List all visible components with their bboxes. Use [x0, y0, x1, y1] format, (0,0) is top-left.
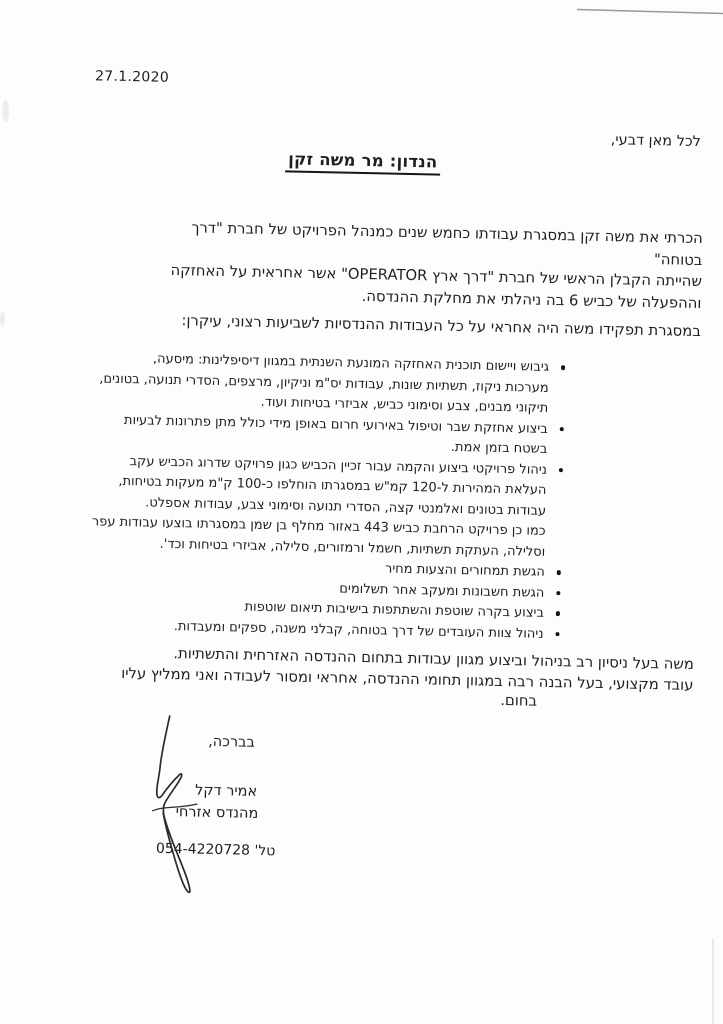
bullet-icon — [558, 468, 563, 473]
subject-heading-row — [7, 144, 718, 182]
bullet-icon — [555, 632, 560, 637]
list-item-line: מערכות ניקוז, תשתיות שונות, עבודות יס"מ וניקיון, מרצפים, הסדרי תנועה, בטונים, — [99, 370, 549, 396]
list-item-line: הגשת תמחורים והצעות מחיר — [384, 561, 545, 580]
closing-line: עובד מקצועי, בעל הבנה רבה במגוון תחומי ההנדסה, אחראי ומסור לעבודה ואני ממליץ עליו — [121, 665, 694, 694]
salutation: לכל מאן דבעי, — [610, 132, 701, 151]
bullet-icon — [561, 365, 566, 370]
closing-line: משה בעל ניסיון רב בניהול וביצוע מגוון עבודות בתחום ההנדסה האזרחית והתשתיות. — [173, 645, 695, 673]
bullet-icon — [556, 591, 561, 596]
list-item-line: ניהול פרויקטי ביצוע והקמה עבור זכיין הכביש כגון פרויקט שדרוג הכביש עקב — [129, 453, 548, 478]
subject-heading: הנדון: מר משה זקן — [285, 149, 441, 175]
regards-closing: בברכה, — [207, 733, 256, 751]
closing-final-word: בחום. — [500, 691, 538, 710]
intro-line: בטוחה" — [653, 250, 703, 269]
bullet-icon — [556, 570, 561, 575]
list-item-line: הגשת חשבונות ומעקב אחר תשלומים — [339, 581, 545, 601]
list-item-line: עבודות בטונים ואלמנטי קצה, הסדרי תנועה וסימוני צבע, עבודות אספלט. — [145, 494, 547, 519]
signer-name: אמיר דקל — [194, 782, 258, 800]
intro-line: שהייתה הקבלן הראשי של חברת "דרך ארץ OPERATOR" אשר אחראית על האחזקה — [170, 261, 703, 291]
list-item-line: ניהול צוות העובדים של דרך בטוחה, קבלני משנה, ספקים ומעבדות. — [173, 618, 544, 642]
letter-date: 27.1.2020 — [94, 68, 170, 86]
role-paragraph — [181, 310, 701, 342]
intro-line: הכרתי את משה זקן במסגרת עבודתו כחמש שנים כמנהל הפרויקט של חברת "דרך — [191, 219, 703, 248]
intro-line: וההפעלה של כביש 6 בה ניהלתי את מחלקת ההנדסה. — [361, 287, 702, 312]
bullet-icon — [559, 427, 564, 432]
list-item-line: וסלילה, העתקת תשתיות, חשמל ורמזורים, סלילה, אביזרי בטיחות וכד'. — [159, 536, 546, 560]
list-item-line: ביצוע בקרה שוטפת והשתתפות בישיבות תיאום שוטפות — [244, 599, 545, 621]
responsibilities-list — [89, 348, 549, 644]
intro-paragraph — [170, 217, 703, 314]
signer-title: מהנדס אזרחי — [175, 804, 259, 822]
signer-phone: טל' 054-4220728 — [155, 840, 276, 860]
list-item — [91, 451, 547, 563]
list-item-line: העלאת המהירות ל-120 קמ"ש במסגרתו הוחלפו כ-100 ק"מ מעקות בטיחות, — [118, 473, 547, 498]
list-item — [94, 348, 549, 419]
list-item-line: כמו כן פרויקט הרחבת כביש 443 באזור מחלף בן שמן במסגרתו בוצעו עבודות עפר — [91, 514, 546, 539]
list-item-line: גיבוש ויישום תוכנית האחזקה המונעת השנתית במגוון דיסיפלינות: מיסעה, — [152, 351, 550, 375]
role-line: במסגרת תפקידו משה היה אחראי על כל העבודות ההנדסיות לשביעות רצוני, עיקרן: — [181, 312, 702, 341]
list-item-line: ביצוע אחזקת שבר וטיפול באירועי חרום באופן מידי כולל מתן פתרונות לבעיות — [123, 412, 548, 437]
list-item-line: בשטח בזמן אמת. — [450, 439, 548, 457]
bullet-icon — [555, 611, 560, 616]
closing-paragraph — [121, 642, 694, 696]
list-item-line: תיקוני מבנים, צבע וסימוני כביש, אביזרי בטיחות ועוד. — [260, 394, 549, 416]
